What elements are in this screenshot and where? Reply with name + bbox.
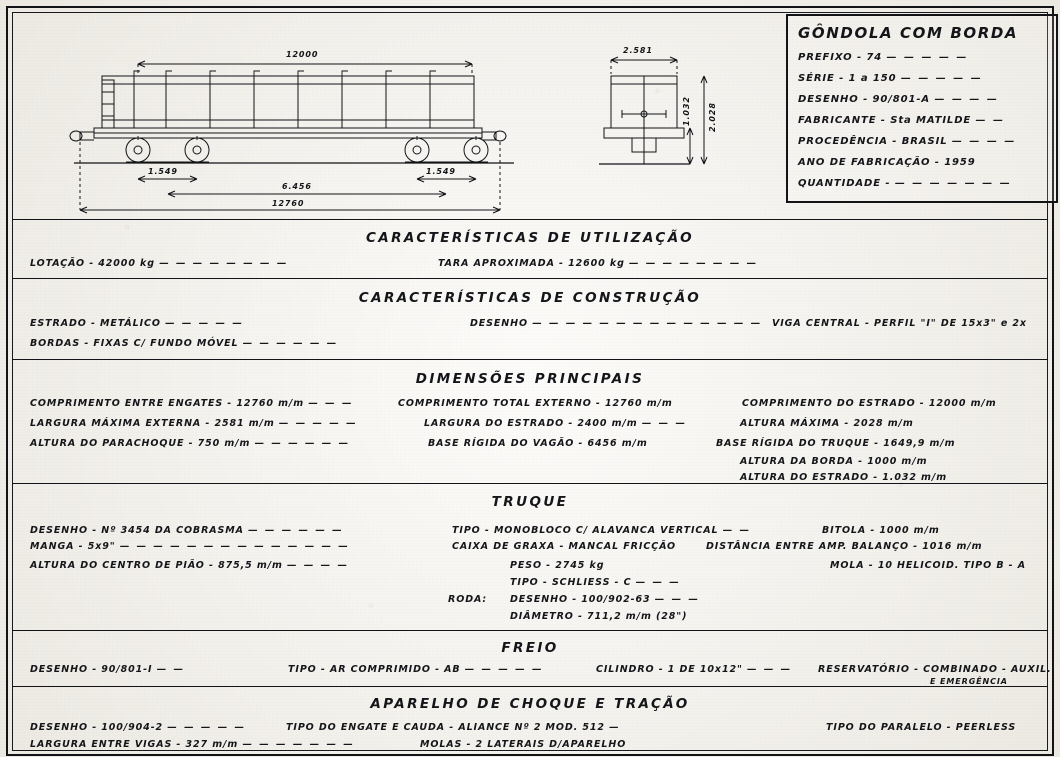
title-field-ano-label: ANO DE FABRICAÇÃO - [798,157,940,168]
field-mola [830,560,1026,571]
field-engate-cauda [286,722,621,733]
field-altura-centro-piao-label: ALTURA DO CENTRO DE PIÃO - [30,560,214,571]
field-base-rigida-truque-label: BASE RÍGIDA DO TRUQUE - [716,438,879,449]
title-field-serie-trail: — — — — — [900,73,983,84]
field-manga [30,541,350,552]
field-engate-cauda-value: ALIANCE Nº 2 MOD. 512 [458,722,605,733]
field-mola-tipo [510,577,681,588]
field-largura-maxima [30,418,358,429]
field-comprimento-engates-value: 12760 m/m [236,398,305,409]
field-caixa-graxa-value: MANCAL FRICÇÃO [568,541,677,552]
field-distancia-amp-balanco [706,541,982,552]
divider-3 [12,359,1048,360]
field-reservatorio [818,664,1052,675]
title-field-prefixo [798,52,968,63]
field-roda-label: RODA: [448,594,488,605]
title-field-ano-value: 1959 [944,157,976,168]
title-block-heading: GÔNDOLA COM BORDA [798,24,1019,42]
field-choque-desenho-value: 100/904-2 [101,722,164,733]
title-field-serie [798,73,983,84]
title-field-prefixo-trail: — — — — — [886,52,969,63]
title-field-quantidade-trail: — — — — — — — [894,178,1012,189]
field-bordas [30,338,338,349]
title-field-prefixo-value: 74 [866,52,883,63]
field-bordas-trail: — — — — — — [242,338,339,349]
field-altura-estrado-value: 1.032 m/m [882,472,948,483]
field-tara-trail: — — — — — — — — [629,258,759,269]
field-roda-desenho-value: DESENHO - 100/902-63 [510,594,651,605]
field-manga-trail: — — — — — — — — — — — — — — [119,541,350,552]
field-truque-peso-value: 2745 kg [555,560,605,571]
field-tara [438,258,758,269]
field-mola-value: 10 HELICOID. TIPO B - A [877,560,1026,571]
field-base-rigida-truque-value: 1649,9 m/m [883,438,956,449]
field-altura-estrado [740,472,947,483]
field-caixa-graxa-label: CAIXA DE GRAXA - [452,541,565,552]
section-title-freio: FREIO [501,640,559,656]
field-truque-peso-label: PESO - [510,560,552,571]
field-freio-tipo [288,664,543,675]
field-altura-borda [740,456,927,467]
field-largura-estrado [424,418,687,429]
field-estrado-value: METÁLICO [100,318,161,329]
title-field-desenho-value: 90/801-A [872,94,931,105]
field-altura-centro-piao [30,560,349,571]
field-mola-label: MOLA - [830,560,874,571]
drawing-svg [14,14,784,214]
field-reservatorio-value: COMBINADO - AUXIL. [923,664,1052,675]
field-construcao-desenho-trail: — — — — — — — — — — — — — — [532,318,763,329]
field-altura-parachoque [30,438,350,449]
title-field-fabricante-value: Sta MATILDE [890,115,972,126]
field-freio-desenho-label: DESENHO - [30,664,98,675]
field-truque-tipo [452,525,751,536]
field-bordas-label: BORDAS - [30,338,90,349]
field-altura-parachoque-label: ALTURA DO PARACHOQUE - [30,438,194,449]
field-truque-peso [510,560,604,571]
field-mola-tipo-trail: — — — [635,577,681,588]
section-title-construcao: CARACTERÍSTICAS DE CONSTRUÇÃO [358,290,702,306]
field-estrado-label: ESTRADO - [30,318,96,329]
field-truque-desenho [30,525,344,536]
field-freio-desenho [30,664,185,675]
field-choque-desenho-trail: — — — — — [167,722,247,733]
field-altura-maxima-value: 2028 m/m [853,418,914,429]
field-cilindro [596,664,792,675]
field-lotacao-label: LOTAÇÃO - [30,258,95,269]
field-caixa-graxa [452,541,676,552]
field-engate-cauda-trail: — [609,722,621,733]
title-field-desenho-trail: — — — — [934,94,999,105]
field-manga-label: MANGA - [30,541,84,552]
field-freio-tipo-value: AR COMPRIMIDO - AB [329,664,461,675]
field-manga-value: 5x9" [87,541,116,552]
title-field-fabricante-label: FABRICANTE - [798,115,886,126]
field-truque-desenho-trail: — — — — — — [248,525,344,536]
field-freio-desenho-trail: — — [156,664,185,675]
field-altura-centro-piao-value: 875,5 m/m [218,560,283,571]
dim-max-external-width: 2.581 [623,46,653,55]
title-field-fabricante [798,115,1005,126]
field-truque-tipo-label: TIPO - [452,525,490,536]
title-field-fabricante-trail: — — [975,115,1006,126]
field-comprimento-engates [30,398,353,409]
field-freio-tipo-label: TIPO - [288,664,326,675]
field-altura-estrado-label: ALTURA DO ESTRADO - [740,472,879,483]
field-base-rigida-truque [716,438,955,449]
field-comprimento-externo-label: COMPRIMENTO TOTAL EXTERNO - [398,398,601,409]
section-title-choque: APARELHO DE CHOQUE E TRAÇÃO [370,696,690,712]
field-paralelo [826,722,1016,733]
field-roda-desenho [510,594,700,605]
title-field-serie-value: 1 a 150 [848,73,897,84]
field-viga-central [772,318,1027,329]
field-molas-label: MOLAS - [420,739,472,750]
dim-max-height: 2.028 [708,102,717,132]
field-bitola [822,525,940,536]
field-comprimento-externo [398,398,673,409]
field-comprimento-estrado-value: 12000 m/m [928,398,997,409]
field-largura-entre-vigas-value: 327 m/m [185,739,239,750]
field-comprimento-estrado-label: COMPRIMENTO DO ESTRADO - [742,398,925,409]
field-viga-central-label: VIGA CENTRAL - [772,318,870,329]
engineering-drawing [14,14,784,214]
title-field-serie-label: SÉRIE - [798,73,845,84]
divider-2 [12,278,1048,279]
field-reservatorio-label: RESERVATÓRIO - [818,664,919,675]
field-largura-entre-vigas-label: LARGURA ENTRE VIGAS - [30,739,182,750]
field-distancia-amp-balanco-value: 1016 m/m [922,541,983,552]
field-largura-entre-vigas-trail: — — — — — — — [242,739,355,750]
title-field-procedencia-trail: — — — — [951,136,1017,147]
divider-4 [12,483,1048,484]
field-mola-tipo-label: TIPO - [510,577,548,588]
field-roda-diametro: DIÂMETRO - 711,2 m/m (28") [510,611,688,622]
field-choque-desenho [30,722,246,733]
dim-over-couplers: 12760 [272,199,305,208]
field-comprimento-externo-value: 12760 m/m [604,398,673,409]
field-choque-desenho-label: DESENHO - [30,722,98,733]
field-bordas-value: FIXAS C/ FUNDO MÓVEL [93,338,239,349]
title-field-procedencia-value: BRASIL [901,136,948,147]
title-field-ano [798,157,976,168]
field-base-rigida-vagao-value: 6456 m/m [587,438,648,449]
title-field-quantidade-label: QUANTIDADE - [798,178,891,189]
dim-height-over-floor: 1.032 [682,96,691,126]
field-paralelo-label: TIPO DO PARALELO - [826,722,952,733]
field-cilindro-label: CILINDRO - [596,664,664,675]
field-truque-tipo-value: MONOBLOCO C/ ALAVANCA VERTICAL [493,525,719,536]
field-largura-estrado-label: LARGURA DO ESTRADO - [424,418,574,429]
field-largura-maxima-trail: — — — — — [278,418,358,429]
title-field-desenho-label: DESENHO - [798,94,869,105]
divider-6 [12,686,1048,687]
field-viga-central-value: PERFIL "I" DE 15x3" e 2x [874,318,1027,329]
divider-5 [12,630,1048,631]
field-cilindro-value: 1 DE 10x12" [667,664,743,675]
field-largura-estrado-value: 2400 m/m [577,418,638,429]
field-altura-parachoque-value: 750 m/m [197,438,251,449]
dim-overall-body-length: 12000 [286,50,319,59]
field-mola-tipo-value: SCHLIESS - C [551,577,632,588]
field-estrado-trail: — — — — — [165,318,244,329]
title-field-procedencia [798,136,1016,147]
field-truque-desenho-value: Nº 3454 DA COBRASMA [101,525,244,536]
field-altura-borda-value: 1000 m/m [867,456,928,467]
field-estrado [30,318,244,329]
field-construcao-desenho-label: DESENHO [470,318,528,329]
field-distancia-amp-balanco-label: DISTÂNCIA ENTRE AMP. BALANÇO - [706,541,918,552]
title-field-desenho [798,94,999,105]
dim-truck-wheelbase-right: 1.549 [426,167,456,176]
field-lotacao-value: 42000 kg [98,258,155,269]
field-bitola-label: BITOLA - [822,525,876,536]
title-field-quantidade [798,178,1012,189]
field-lotacao-trail: — — — — — — — — [159,258,289,269]
field-largura-estrado-trail: — — — [641,418,687,429]
field-base-rigida-vagao [428,438,648,449]
field-comprimento-engates-label: COMPRIMENTO ENTRE ENGATES - [30,398,233,409]
field-largura-maxima-label: LARGURA MÁXIMA EXTERNA - [30,418,211,429]
field-roda-desenho-trail: — — — [654,594,700,605]
field-altura-maxima [740,418,914,429]
divider-1 [12,219,1048,220]
title-field-procedencia-label: PROCEDÊNCIA - [798,136,898,147]
title-field-prefixo-label: PREFIXO - [798,52,862,63]
field-tara-value: 12600 kg [568,258,625,269]
field-engate-cauda-label: TIPO DO ENGATE E CAUDA - [286,722,455,733]
field-molas [420,739,626,750]
field-truque-desenho-label: DESENHO - [30,525,98,536]
field-paralelo-value: PEERLESS [955,722,1017,733]
field-construcao-desenho [470,318,762,329]
field-cilindro-trail: — — — [747,664,793,675]
section-title-truque: TRUQUE [491,494,569,510]
field-freio-tipo-trail: — — — — — [464,664,544,675]
field-tara-label: TARA APROXIMADA - [438,258,564,269]
field-bitola-value: 1000 m/m [879,525,940,536]
field-comprimento-estrado [742,398,997,409]
field-largura-maxima-value: 2581 m/m [214,418,275,429]
section-title-utilizacao: CARACTERÍSTICAS DE UTILIZAÇÃO [365,230,695,246]
field-freio-desenho-value: 90/801-I [101,664,153,675]
field-truque-tipo-trail: — — [722,525,752,536]
dim-rigid-base: 6.456 [282,182,312,191]
field-altura-borda-label: ALTURA DA BORDA - [740,456,863,467]
field-reservatorio-cont: E EMERGÊNCIA [930,677,1008,686]
field-largura-entre-vigas [30,739,355,750]
field-altura-parachoque-trail: — — — — — — [254,438,351,449]
title-block [786,14,1058,203]
field-comprimento-engates-trail: — — — [308,398,354,409]
field-molas-value: 2 LATERAIS D/APARELHO [475,739,627,750]
field-lotacao [30,258,288,269]
dim-truck-wheelbase-left: 1.549 [148,167,178,176]
section-title-dimensoes: DIMENSÕES PRINCIPAIS [415,371,645,387]
field-altura-maxima-label: ALTURA MÁXIMA - [740,418,850,429]
field-base-rigida-vagao-label: BASE RÍGIDA DO VAGÃO - [428,438,584,449]
field-altura-centro-piao-trail: — — — — [287,560,349,571]
